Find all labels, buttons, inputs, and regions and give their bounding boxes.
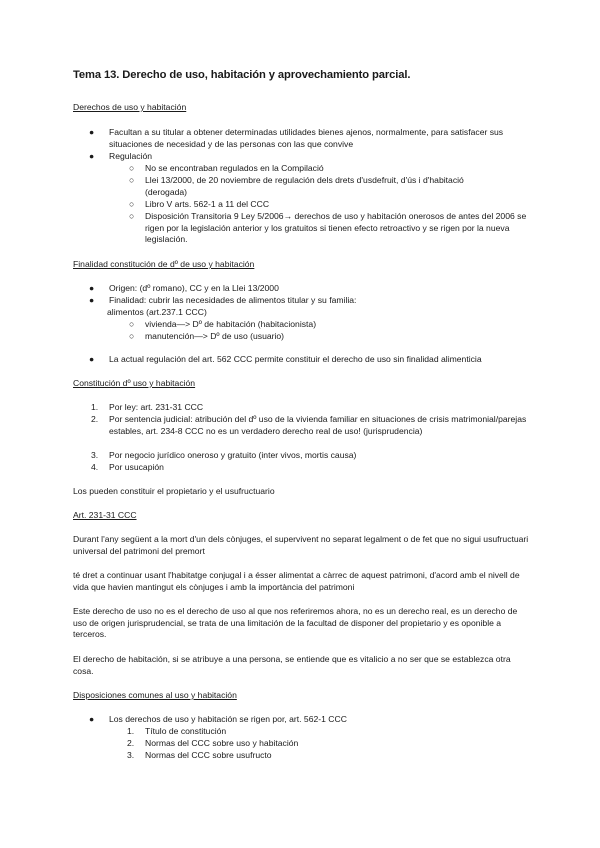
bullet-icon: ●: [89, 714, 95, 724]
paragraph: El derecho de habitación, si se atribuye a una persona, se entiende que es vitalicio a no ser que se establezca otra cosa.: [73, 654, 511, 676]
sub-list-item: No se encontraban regulados en la Compilació: [145, 163, 324, 173]
sub-list-item: vivienda—> Dº de habitación (habitacionista): [145, 319, 317, 329]
numbered-item: Normas del CCC sobre usufructo: [145, 750, 272, 760]
paragraph: Este derecho de uso no es el derecho de uso al que nos referiremos ahora, no es un derecho real, es un derecho de uso de origen jurisprudencial, se trata de una limitación de la facultad de disponer del propietario y es oponible a terceros.: [73, 606, 518, 640]
numbered-item: Por usucapión: [109, 462, 164, 472]
bullet-icon: ●: [89, 295, 95, 305]
sub-list-item: manutención—> Dº de uso (usuario): [145, 331, 285, 341]
paragraph: té dret a continuar usant l'habitatge conjugal i a ésser alimentat a càrrec de aquest patrimoni, d'acord amb el nivell de vida que havien mantingut els cònjuges i amb la importància del patrimoni: [73, 570, 520, 592]
list-number: 4.: [91, 462, 99, 472]
list-number: 1.: [127, 726, 135, 736]
list-number: 2.: [127, 738, 135, 748]
numbered-item: Por negocio jurídico oneroso y gratuito (inter vivos, mortis causa): [109, 450, 357, 460]
list-item: Los derechos de uso y habitación se rigen por, art. 562-1 CCC: [109, 714, 347, 724]
list-item: Origen: (dº romano), CC y en la Llei 13/2000: [109, 283, 279, 293]
list-item-continuation: alimentos (art.237.1 CCC): [107, 307, 207, 317]
list-item: Finalidad: cubrir las necesidades de alimentos titular y su familia:: [109, 295, 357, 305]
section-heading-derechos: Derechos de uso y habitación: [73, 102, 187, 112]
page-title: Tema 13. Derecho de uso, habitación y aprovechamiento parcial.: [73, 69, 411, 81]
sub-list-item: Libro V arts. 562-1 a 11 del CCC: [145, 199, 270, 209]
sub-list-item: Disposición Transitoria 9 Ley 5/2006→ derechos de uso y habitación onerosos de antes del 2006 se rigen por la legislación anterior y los gratuitos si tienen efecto retroactivo y se rigen por la nueva legislación.: [145, 211, 527, 245]
paragraph: Los pueden constituir el propietario y el usufructuario: [73, 486, 275, 496]
numbered-item: Por ley: art. 231-31 CCC: [109, 402, 204, 412]
section-heading-constitucion: Constitución dº uso y habitación: [73, 378, 196, 388]
list-item: Facultan a su titular a obtener determinadas utilidades bienes ajenos, normalmente, para satisfacer sus situaciones de necesidad y de las personas con las que convive: [109, 127, 504, 149]
list-number: 1.: [91, 402, 99, 412]
circle-bullet-icon: ○: [129, 199, 135, 209]
numbered-item: Por sentencia judicial: atribución del dº uso de la vivienda familiar en situaciones de crisis matrimonial/parejas estables, art. 234-8 CCC no es un verdadero derecho real de uso! (jurisprudencia): [109, 414, 527, 436]
sub-list-item: Llei 13/2000, de 20 noviembre de regulación dels drets d'usdefruit, d'ús i d'habitació (derogada): [145, 175, 464, 197]
bullet-icon: ●: [89, 151, 95, 161]
list-number: 3.: [91, 450, 99, 460]
paragraph: Durant l'any següent a la mort d'un dels cònjuges, el supervivent no separat legalment o de fet que no sigui usufructuari universal del patrimoni del premort: [73, 534, 529, 556]
numbered-item: Título de constitución: [145, 726, 227, 736]
circle-bullet-icon: ○: [129, 163, 135, 173]
numbered-item: Normas del CCC sobre uso y habitación: [145, 738, 299, 748]
section-heading-art: Art. 231-31 CCC: [73, 510, 137, 520]
list-number: 3.: [127, 750, 135, 760]
list-number: 2.: [91, 414, 99, 424]
circle-bullet-icon: ○: [129, 175, 135, 185]
circle-bullet-icon: ○: [129, 319, 135, 329]
circle-bullet-icon: ○: [129, 331, 135, 341]
list-item: Regulación: [109, 151, 152, 161]
bullet-icon: ●: [89, 354, 95, 364]
list-item: La actual regulación del art. 562 CCC permite constituir el derecho de uso sin finalidad alimenticia: [109, 354, 482, 364]
circle-bullet-icon: ○: [129, 211, 135, 221]
section-heading-finalidad: Finalidad constitución de dº de uso y habitación: [73, 259, 255, 269]
bullet-icon: ●: [89, 127, 95, 137]
bullet-icon: ●: [89, 283, 95, 293]
section-heading-disposiciones: Disposiciones comunes al uso y habitación: [73, 690, 237, 700]
